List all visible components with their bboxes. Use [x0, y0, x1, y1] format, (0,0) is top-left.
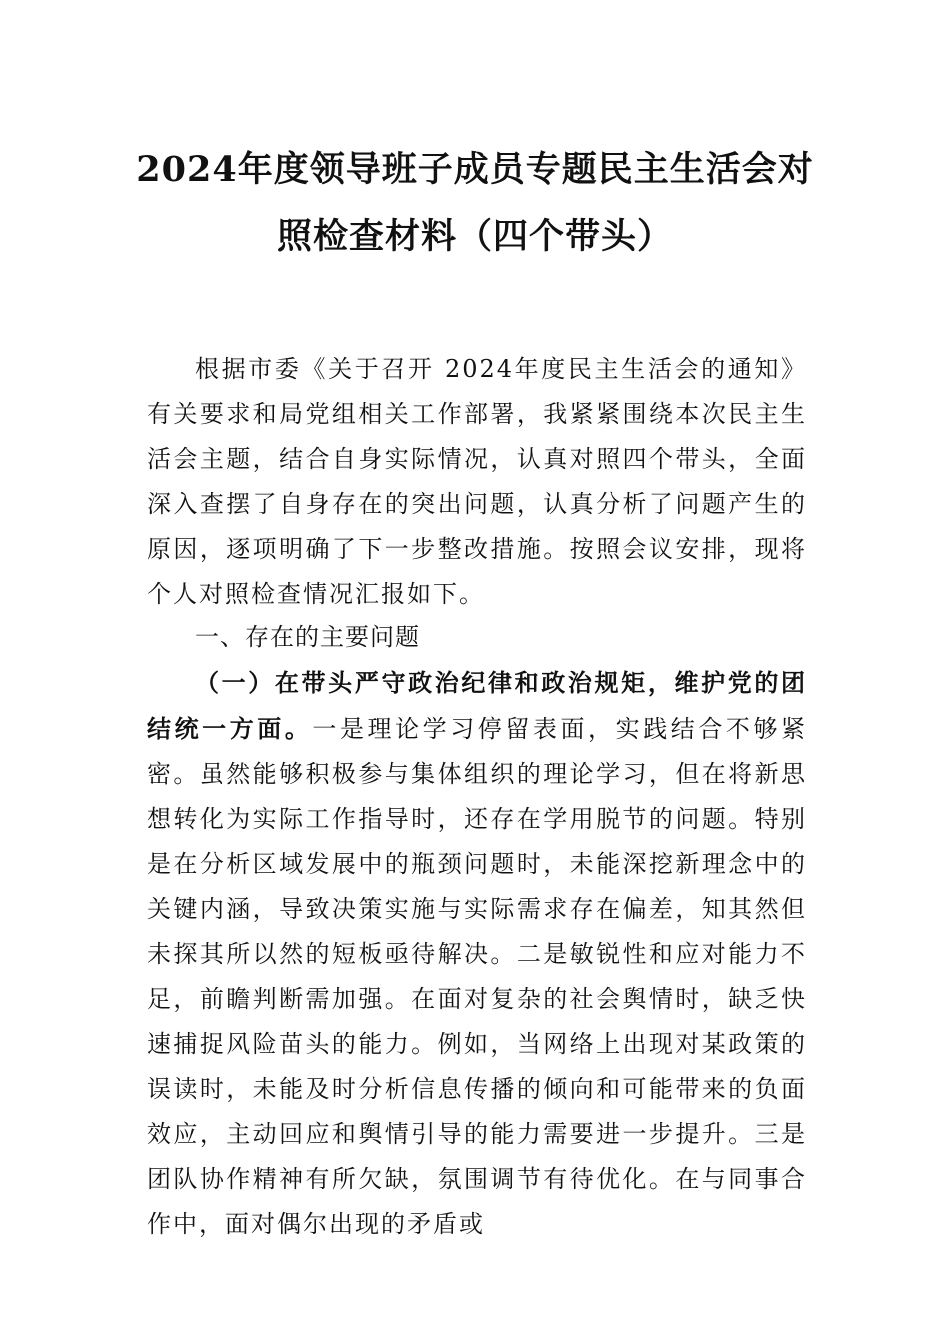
section-heading-1: 一、存在的主要问题: [195, 623, 420, 651]
subsection-1-paragraph: [147, 660, 807, 1247]
document-title-line-1: 2024年度领导班子成员专题民主生活会对: [136, 149, 814, 190]
document-title-line-2: 照检查材料（四个带头）: [276, 216, 673, 257]
intro-paragraph: 根据市委《关于召开 2024年度民主生活会的通知》有关要求和局党组相关工作部署，我紧紧围绕本次民主生活会主题，结合自身实际情况，认真对照四个带头，全面深入查摆了自身存在的突出问题，认真分析了问题产生的原因，逐项明确了下一步整改措施。按照会议安排，现将个人对照检查情况汇报如下。: [147, 355, 807, 608]
subsection-1-lead: （一）在带头严守政治纪律和政治规矩，维护党的团结统一方面。: [147, 668, 807, 743]
subsection-1-body: 一是理论学习停留表面，实践结合不够紧密。虽然能够积极参与集体组织的理论学习，但在将新思想转化为实际工作指导时，还存在学用脱节的问题。特别是在分析区域发展中的瓶颈问题时，未能深挖新理念中的关键内涵，导致决策实施与实际需求存在偏差，知其然但未探其所以然的短板亟待解决。二是敏锐性和应对能力不足，前瞻判断需加强。在面对复杂的社会舆情时，缺乏快速捕捉风险苗头的能力。例如，当网络上出现对某政策的误读时，未能及时分析信息传播的倾向和可能带来的负面效应，主动回应和舆情引导的能力需要进一步提升。三是团队协作精神有所欠缺，氛围调节有待优化。在与同事合作中，面对偶尔出现的矛盾或: [147, 715, 808, 1238]
